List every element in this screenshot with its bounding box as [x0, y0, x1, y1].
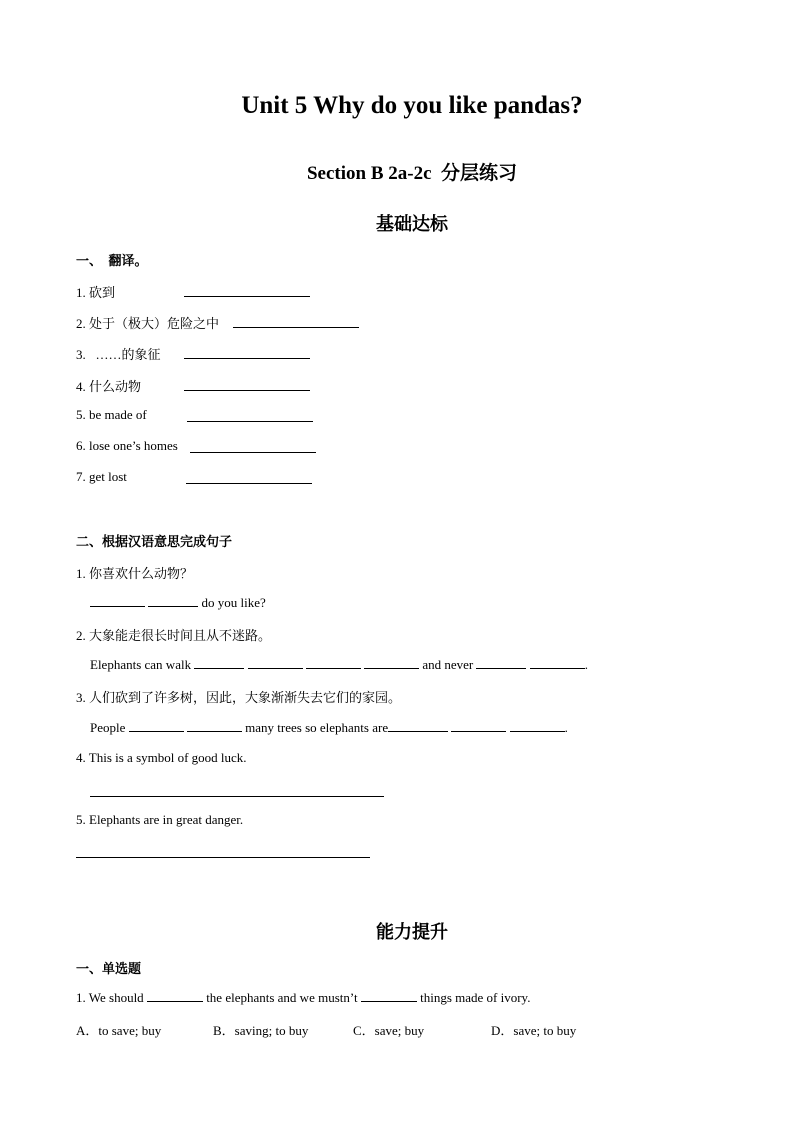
mcq-option-c[interactable]: C．save; buy	[353, 1023, 425, 1038]
part3-heading: 一、单选题	[76, 961, 142, 976]
answer-blank-7[interactable]	[186, 483, 312, 484]
part2-heading: 二、根据汉语意思完成句子	[76, 534, 233, 549]
level-heading-advanced: 能力提升	[376, 922, 448, 942]
mcq-option-b[interactable]: B．saving; to buy	[213, 1023, 309, 1038]
sentence-question-3: 3. 人们砍到了许多树，因此，大象渐渐失去它们的家园。	[76, 690, 402, 705]
sentence-question-5: 5. Elephants are in great danger.	[76, 812, 244, 827]
sentence-answer-3: People many trees so elephants are .	[90, 720, 568, 735]
sentence-blank[interactable]	[388, 719, 448, 732]
translation-line-5[interactable]	[76, 857, 370, 858]
mcq-text-start: 1. We should	[76, 990, 144, 1005]
sentence-blank[interactable]	[194, 656, 244, 669]
level-heading-basic: 基础达标	[376, 214, 448, 234]
translation-line-4[interactable]	[90, 796, 384, 797]
sentence-blank[interactable]	[306, 656, 361, 669]
sentence-answer-1	[90, 594, 266, 611]
document-title: Unit 5 Why do you like pandas?	[241, 92, 583, 119]
sentence-question-2: 2. 大象能走很长时间且从不迷路。	[76, 628, 272, 643]
sentence-blank[interactable]	[451, 719, 506, 732]
answer-blank-4[interactable]	[184, 390, 310, 391]
answer-blank-6[interactable]	[190, 452, 316, 453]
section-subtitle: Section B 2a-2c 分层练习	[306, 163, 518, 184]
sentence-blank[interactable]	[148, 594, 198, 607]
translation-item-6: 6. lose one’s homes	[76, 438, 178, 453]
sentence-blank[interactable]	[248, 656, 303, 669]
sentence-blank[interactable]	[364, 656, 419, 669]
mcq-option-a[interactable]: A．to save; buy	[76, 1023, 162, 1038]
translation-item-2: 2. 处于（极大）危险之中	[76, 316, 220, 331]
translation-item-4: 4. 什么动物	[76, 379, 142, 394]
mcq-question-1	[76, 989, 530, 1006]
translation-item-3: 3. ……的象征	[76, 347, 161, 362]
mcq-text-mid: the elephants and we mustn’t	[206, 990, 358, 1005]
sentence-blank[interactable]	[476, 656, 526, 669]
sentence-blank[interactable]	[510, 719, 565, 732]
translation-item-5: 5. be made of	[76, 407, 147, 422]
sentence-blank[interactable]	[129, 719, 184, 732]
sentence-blank[interactable]	[90, 594, 145, 607]
mcq-text-end: things made of ivory.	[420, 990, 531, 1005]
sentence-start: People	[90, 720, 126, 735]
sentence-mid: and never	[422, 657, 474, 672]
sentence-start: Elephants can walk	[90, 657, 192, 672]
sentence-tail: do you like?	[201, 595, 266, 610]
sentence-answer-2: Elephants can walk and never .	[90, 657, 588, 672]
part1-heading: 一、 翻译。	[76, 253, 148, 268]
mcq-option-d[interactable]: D．save; to buy	[491, 1023, 577, 1038]
mcq-blank[interactable]	[361, 989, 417, 1002]
sentence-blank[interactable]	[530, 656, 585, 669]
mcq-blank[interactable]	[147, 989, 203, 1002]
translation-item-7: 7. get lost	[76, 469, 127, 484]
sentence-question-4: 4. This is a symbol of good luck.	[76, 750, 247, 765]
answer-blank-5[interactable]	[187, 421, 313, 422]
sentence-blank[interactable]	[187, 719, 242, 732]
answer-blank-2[interactable]	[233, 327, 359, 328]
sentence-mid: many trees so elephants are	[245, 720, 389, 735]
translation-item-1: 1. 砍到	[76, 285, 116, 300]
answer-blank-3[interactable]	[184, 358, 310, 359]
answer-blank-1[interactable]	[184, 296, 310, 297]
sentence-question-1: 1. 你喜欢什么动物？	[76, 566, 194, 581]
